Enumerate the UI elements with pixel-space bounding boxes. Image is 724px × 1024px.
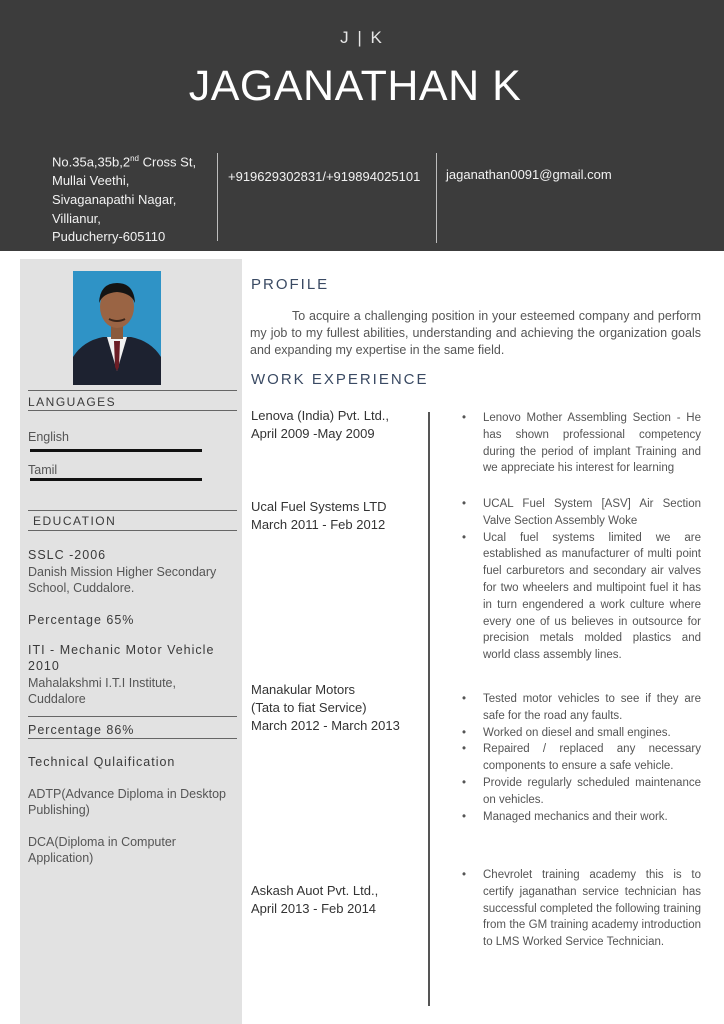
job-bullets <box>462 496 701 664</box>
profile-text: To acquire a challenging position in your esteemed company and perform my job to my fullest abilities, understanding and achieving the organization goals and expanding my expertise in the same field. <box>250 309 701 357</box>
technical-item-dca: DCA(Diploma in Computer Application) <box>28 835 176 865</box>
job-bullets <box>462 410 701 477</box>
initials: J | K <box>340 28 384 47</box>
job-company: Manakular Motors <box>251 682 356 697</box>
address-line-2: Mullai Veethi, <box>52 172 130 188</box>
list-item: • Worked on diesel and small engines. <box>462 725 701 742</box>
section-rule <box>28 716 237 717</box>
candidate-name: JAGANATHAN K <box>188 62 522 110</box>
section-rule <box>28 510 237 511</box>
job-period: April 2013 - Feb 2014 <box>251 901 377 916</box>
job-manakular <box>251 681 400 735</box>
job-bullets <box>462 691 701 825</box>
address-line-1: No.35a,35b,2nd Cross St, <box>52 154 197 170</box>
address-line-4: Villianur, <box>52 210 101 226</box>
email-address[interactable]: jaganathan0091@gmail.com <box>446 167 612 182</box>
list-item: • Provide regularly scheduled maintenance on vehicles. <box>462 775 701 809</box>
list-item: • Lenovo Mother Assembling Section - He has shown professional competency during the period of implant Training and we appreciate his interest for learning <box>462 410 701 477</box>
language-english: English <box>28 430 69 444</box>
job-company-note: (Tata to fiat Service) <box>251 700 367 715</box>
section-rule <box>28 530 237 531</box>
address-line-3: Sivaganapathi Nagar, <box>52 192 177 208</box>
list-item: • UCAL Fuel System [ASV] Air Section Valve Section Assembly Woke <box>462 496 701 530</box>
iti-percentage: Percentage 86% <box>28 723 135 737</box>
technical-item-adtp: ADTP(Advance Diploma in Desktop Publishing) <box>28 787 226 817</box>
list-item: • Chevrolet training academy this is to certify jaganathan service technician has successful completed the following training from the GM training academy introduction to LMS Worked Service Technician. <box>462 867 701 951</box>
header-divider <box>217 153 218 241</box>
sslc-percentage: Percentage 65% <box>28 613 135 627</box>
iti-title: ITI - Mechanic Motor Vehicle 2010 <box>28 643 215 673</box>
job-company: Lenova (India) Pvt. Ltd., <box>251 408 390 423</box>
job-company: Askash Auot Pvt. Ltd., <box>251 883 379 898</box>
section-rule <box>28 738 237 739</box>
job-period: March 2012 - March 2013 <box>251 718 400 733</box>
phone-number: +919629302831/+919894025101 <box>228 169 421 184</box>
profile-photo <box>73 271 161 385</box>
job-period: March 2011 - Feb 2012 <box>251 517 386 532</box>
sslc-school: Danish Mission Higher Secondary School, Cuddalore. <box>28 565 217 595</box>
list-item: • Ucal fuel systems limited we are established as manufacturer of multi point fuel carburetors and secondary air valves for two wheelers and multipoint fuel it has in turn engendered a work culture where every one of us believes in outsource for precision metals molded plastics and world class assembly lines. <box>462 530 701 664</box>
address-line-5: Puducherry-605110 <box>52 229 166 245</box>
address-block <box>52 150 217 247</box>
job-lenova <box>251 407 389 443</box>
section-rule <box>28 410 237 411</box>
language-tamil: Tamil <box>28 463 58 477</box>
person-photo-icon <box>73 271 161 385</box>
job-company: Ucal Fuel Systems LTD <box>251 499 387 514</box>
language-bar-english <box>30 449 202 452</box>
list-item: • Repaired / replaced any necessary components to ensure a safe vehicle. <box>462 741 701 775</box>
list-item: • Managed mechanics and their work. <box>462 809 701 826</box>
language-bar-tamil <box>30 478 202 481</box>
iti-school: Mahalakshmi I.T.I Institute, Cuddalore <box>28 676 176 706</box>
job-period: April 2009 -May 2009 <box>251 426 375 441</box>
header-divider <box>436 153 437 243</box>
job-askash <box>251 882 378 918</box>
technical-qualification-title: Technical Qulaification <box>28 755 176 769</box>
job-bullets <box>462 867 701 951</box>
languages-heading: LANGUAGES <box>28 395 117 409</box>
work-experience-heading: WORK EXPERIENCE <box>251 371 429 388</box>
job-ucal <box>251 498 387 534</box>
sslc-title: SSLC -2006 <box>28 548 107 562</box>
list-item: • Tested motor vehicles to see if they are safe for the road any faults. <box>462 691 701 725</box>
timeline-line <box>428 412 430 1006</box>
section-rule <box>28 390 237 391</box>
profile-heading: PROFILE <box>251 276 330 293</box>
education-heading: EDUCATION <box>33 514 117 528</box>
